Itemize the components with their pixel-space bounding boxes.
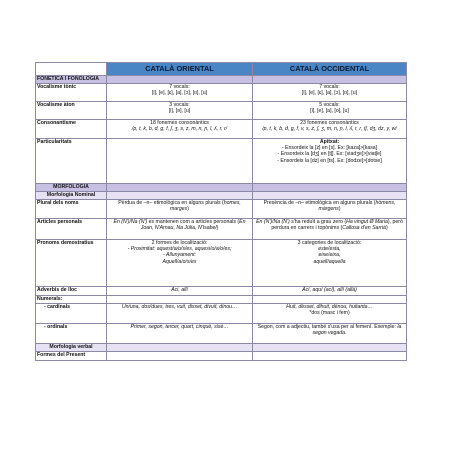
header-oriental: CATALÀ ORIENTAL — [107, 63, 253, 76]
subsection-verbal-label: Morfologia verbal — [36, 344, 107, 352]
label-vocalisme-tonic: Vocalisme tònic — [36, 84, 107, 102]
cell-pronoms-occidental: 3 categories de localització: este/esta, eixe/eixa, aquell/aquella — [253, 240, 407, 287]
row-plural — [36, 200, 407, 219]
cell-particularitats-occidental: Apitxat: - Ensordeix la [z] en [s]. Ex: [kaza]>[kasa] - Ensordeix la [dʒ] en [tʃ]. Ex: [viadʒe]>[viatʃe] - Ensordeix la [dz] en [ts]. Ex: [dodze]>[dotse] — [253, 139, 407, 184]
cell-consonantisme-oriental: 18 fonemes consonàntics /p, t, k, b, d, g, f, ʃ, ʒ, s, z, m, n, ɲ, l, ʎ, r, ɾ/ — [107, 120, 253, 139]
label-articles: Articles personals — [36, 219, 107, 240]
label-numerals: Numerals: — [36, 296, 107, 304]
cell-articles-occidental: En (N')/Na (N') s'ha reduït a grau zero (Ha vingut Ø Maria), però perdura en carrers i topònims (Callosa d'en Sarrià) — [253, 219, 407, 240]
header-row — [36, 63, 407, 76]
label-vocalisme-aton: Vocalisme àton — [36, 102, 107, 120]
cell-plural-oriental: Pèrdua de –n– etimològica en alguns plurals (homes, marges) — [107, 200, 253, 219]
row-cardinals — [36, 304, 407, 324]
row-articles — [36, 219, 407, 240]
section-row-morfologia — [36, 184, 407, 192]
label-pronoms: Pronoms demostratius — [36, 240, 107, 287]
cell-articles-oriental: En (N')/Na (N') es mantenen com a articles personals (En Joan, N'Arnau, Na Júlia, N'Isabel) — [107, 219, 253, 240]
row-numerals — [36, 296, 407, 304]
apitxat-title: Apitxat: — [319, 139, 340, 145]
cell-vocalisme-tonic-oriental: 7 vocals: [i], [e], [ɛ], [a], [ɔ], [o], [u] — [107, 84, 253, 102]
cell-adverbis-occidental: Ací, aquí (ací), allí (allà) — [253, 287, 407, 296]
subsection-nominal-label: Morfologia Nominal — [36, 192, 107, 200]
cell-particularitats-oriental — [107, 139, 253, 184]
cell-vocalisme-aton-oriental: 3 vocals: [i], [ə], [u] — [107, 102, 253, 120]
row-consonantisme — [36, 120, 407, 139]
row-adverbis — [36, 287, 407, 296]
cell-vocalisme-aton-occidental: 5 vocals: [i], [e], [a], [o], [u] — [253, 102, 407, 120]
cell-consonantisme-occidental: 23 fonemes consonàntics /p, t, k, b, d, g, f, v, s, z, ʃ, ʒ, m, n, ɲ, l, ʎ, r, ɾ, tʃ, dʒ, dz, y, w/ — [253, 120, 407, 139]
label-consonantisme: Consonantisme — [36, 120, 107, 139]
header-occidental: CATALÀ OCCIDENTAL — [253, 63, 407, 76]
row-vocalisme-tonic — [36, 84, 407, 102]
row-vocalisme-aton — [36, 102, 407, 120]
subsection-row-verbal — [36, 344, 407, 352]
section-fonetica-label: FONÈTICA I FONOLOGIA — [36, 76, 107, 84]
label-cardinals: - cardinals — [36, 304, 107, 324]
cell-ordinals-occidental: Segon, com a adjectiu, també s'usa per al femení. Exemple: la segon vegada. — [253, 324, 407, 344]
label-formes-present: Formes del Present — [36, 352, 107, 361]
cell-cardinals-occidental: Huit, dèsset, dihuit, dènou, huitanta… *dos (masc i fem) — [253, 304, 407, 324]
label-plural: Plural dels noms — [36, 200, 107, 219]
label-adverbis: Adverbis de lloc — [36, 287, 107, 296]
header-corner — [36, 63, 107, 76]
section-row-fonetica — [36, 76, 407, 84]
row-ordinals — [36, 324, 407, 344]
cell-adverbis-oriental: Aci, allí — [107, 287, 253, 296]
label-ordinals: - ordinals — [36, 324, 107, 344]
subsection-row-nominal — [36, 192, 407, 200]
cell-plural-occidental: Presència de –n– etimològica en alguns plurals (hòmens, màrgens) — [253, 200, 407, 219]
cell-pronoms-oriental: 2 formes de localització: - Proximitat: aquest/a/o/s/es, aquesi/o/a/o/es; - Allunyament: Aquell/a/o/s/es — [107, 240, 253, 287]
row-formes-present — [36, 352, 407, 361]
label-particularitats: Particularitats — [36, 139, 107, 184]
comparison-table — [35, 62, 407, 361]
section-morfologia-label: MORFOLOGIA — [36, 184, 107, 192]
cell-vocalisme-tonic-occidental: 7 vocals: [i], [e], [ɛ], [a], [ɔ], [o], [u] — [253, 84, 407, 102]
cell-cardinals-oriental: Un/una, dos/dues, tres, vuit, disset, divuit, dinou… — [107, 304, 253, 324]
cell-ordinals-oriental: Primer, segon, tercer, quart, cinquè, sisè… — [107, 324, 253, 344]
row-pronoms — [36, 240, 407, 287]
row-particularitats — [36, 139, 407, 184]
